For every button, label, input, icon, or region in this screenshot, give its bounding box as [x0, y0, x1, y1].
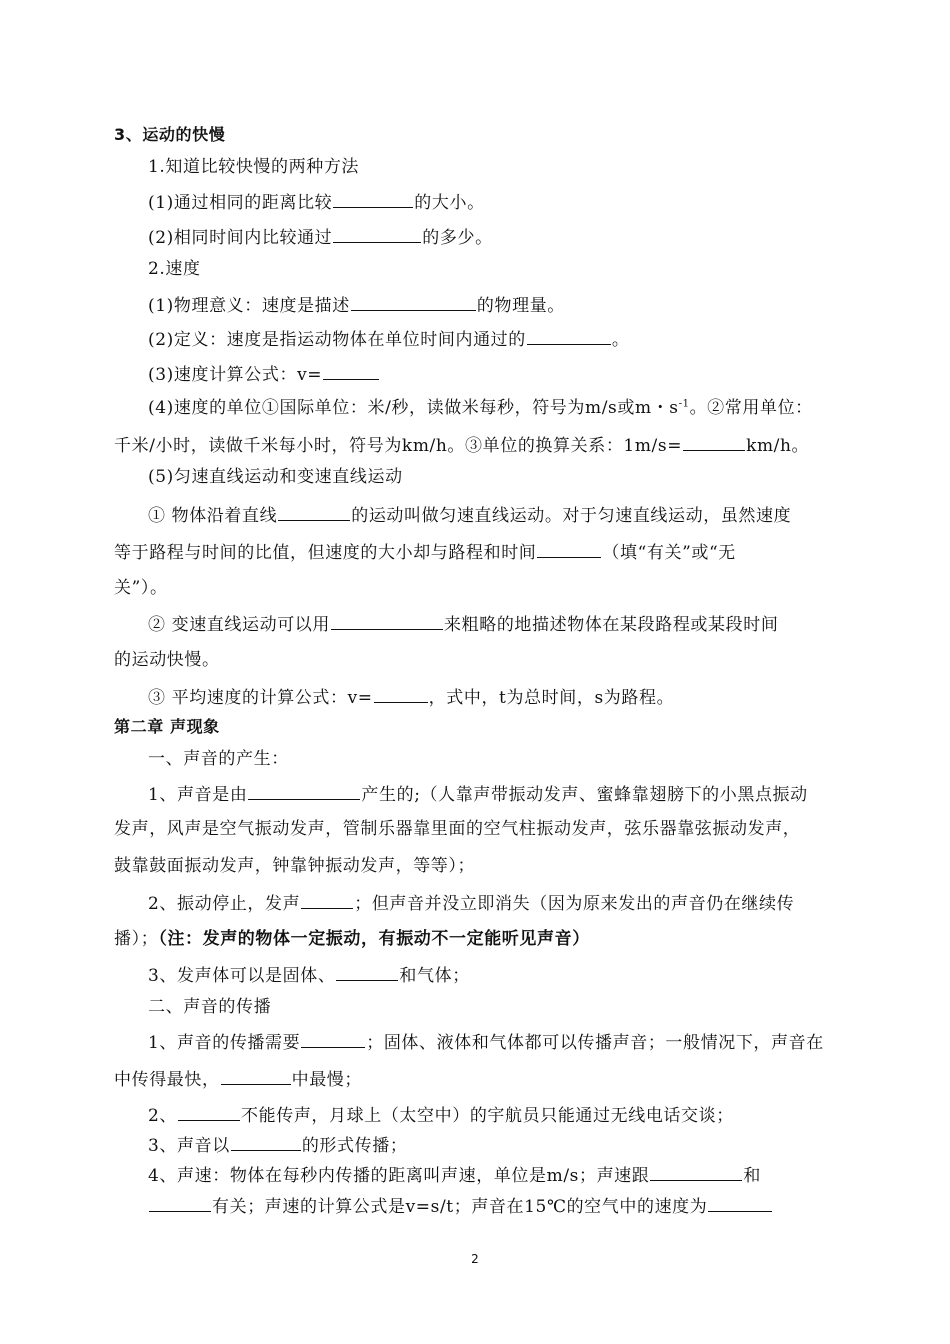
fill-blank: [650, 1163, 742, 1181]
fill-blank: [351, 293, 476, 311]
line-physical-meaning: (1)物理意义：速度是描述 的物理量。: [148, 293, 565, 317]
line-propagation-2: 中传得最快， 中最慢；: [114, 1067, 362, 1091]
line-sound-source-types: 3、发声体可以是固体、 和气体；: [148, 963, 470, 987]
fill-blank: [374, 685, 428, 703]
fill-blank: [178, 1103, 240, 1121]
fill-blank: [323, 362, 379, 380]
fill-blank: [278, 503, 350, 521]
fill-blank: [149, 1194, 211, 1212]
line-sound-speed-1: 4、声速：物体在每秒内传播的距离叫声速，单位是m/s；声速跟 和: [148, 1163, 761, 1187]
fill-blank: [708, 1194, 772, 1212]
line-vacuum: 2、 不能传声，月球上（太空中）的宇航员只能通过无线电话交谈；: [148, 1103, 734, 1127]
line-compare-distance: (1)通过相同的距离比较 的大小。: [148, 190, 485, 214]
line-average-speed: ③ 平均速度的计算公式：v= ，式中，t为总时间，s为路程。: [148, 685, 674, 709]
fill-blank: [333, 225, 421, 243]
section-3-heading: 3、运动的快慢: [114, 125, 226, 144]
chapter-2-heading: 第二章 声现象: [114, 717, 220, 736]
line-variable-1: ② 变速直线运动可以用 来粗略的地描述物体在某段路程或某段时间: [148, 612, 778, 636]
line-sound-source-1: 1、声音是由 产生的;（人靠声带振动发声、蜜蜂靠翅膀下的小黑点振动: [148, 782, 808, 806]
fill-blank: [527, 327, 611, 345]
line-formula: (3)速度计算公式：v=: [148, 362, 380, 386]
line-vibration-stop-2: 播）；（注：发声的物体一定振动，有振动不一定能听见声音）: [114, 929, 590, 949]
fill-blank: [301, 1030, 365, 1048]
fill-blank: [683, 433, 745, 451]
part-1-heading: 一、声音的产生：: [148, 749, 289, 769]
line-variable-2: 的运动快慢。: [114, 650, 220, 670]
fill-blank: [248, 782, 360, 800]
subsection-2-heading: 2.速度: [148, 259, 201, 279]
line-sound-source-2: 发声，风声是空气振动发声，管制乐器靠里面的空气柱振动发声，弦乐器靠弦振动发声，: [114, 819, 801, 839]
line-uniform-motion-heading: (5)匀速直线运动和变速直线运动: [148, 467, 403, 487]
fill-blank: [221, 1067, 291, 1085]
line-units-1: (4)速度的单位①国际单位：米/秒，读做米每秒，符号为m/s或m・$s^{-1}$。②常用单位：: [148, 398, 813, 418]
part-2-heading: 二、声音的传播: [148, 997, 272, 1017]
line-sound-speed-2: 有关；声速的计算公式是v=s/t；声音在15℃的空气中的速度为: [148, 1194, 773, 1218]
line-uniform-3: 关”）。: [114, 578, 168, 598]
fill-blank: [336, 963, 398, 981]
page-number: 2: [471, 1252, 479, 1266]
line-uniform-1: ① 物体沿着直线 的运动叫做匀速直线运动。对于匀速直线运动，虽然速度: [148, 503, 791, 527]
line-uniform-2: 等于路程与时间的比值，但速度的大小却与路程和时间 （填“有关”或“无: [114, 540, 736, 564]
line-units-2: 千米/小时，读做千米每小时，符号为km/h。③单位的换算关系：1m/s= km/h。: [114, 433, 809, 457]
line-wave-form: 3、声音以 的形式传播；: [148, 1133, 407, 1157]
fill-blank: [231, 1133, 301, 1151]
fill-blank: [301, 891, 353, 909]
line-vibration-stop-1: 2、振动停止，发声 ；但声音并没立即消失（因为原来发出的声音仍在继续传: [148, 891, 794, 915]
line-propagation-1: 1、声音的传播需要 ；固体、液体和气体都可以传播声音；一般情况下，声音在: [148, 1030, 824, 1054]
line-definition: (2)定义：速度是指运动物体在单位时间内通过的 。: [148, 327, 630, 351]
subsection-1-heading: 1.知道比较快慢的两种方法: [148, 157, 360, 177]
line-compare-time: (2)相同时间内比较通过 的多少。: [148, 225, 493, 249]
fill-blank: [333, 190, 413, 208]
note-text: （注：发声的物体一定振动，有振动不一定能听见声音）: [158, 929, 590, 949]
line-sound-source-3: 鼓靠鼓面振动发声，钟靠钟振动发声，等等）；: [114, 856, 476, 876]
fill-blank: [537, 540, 601, 558]
fill-blank: [331, 612, 443, 630]
